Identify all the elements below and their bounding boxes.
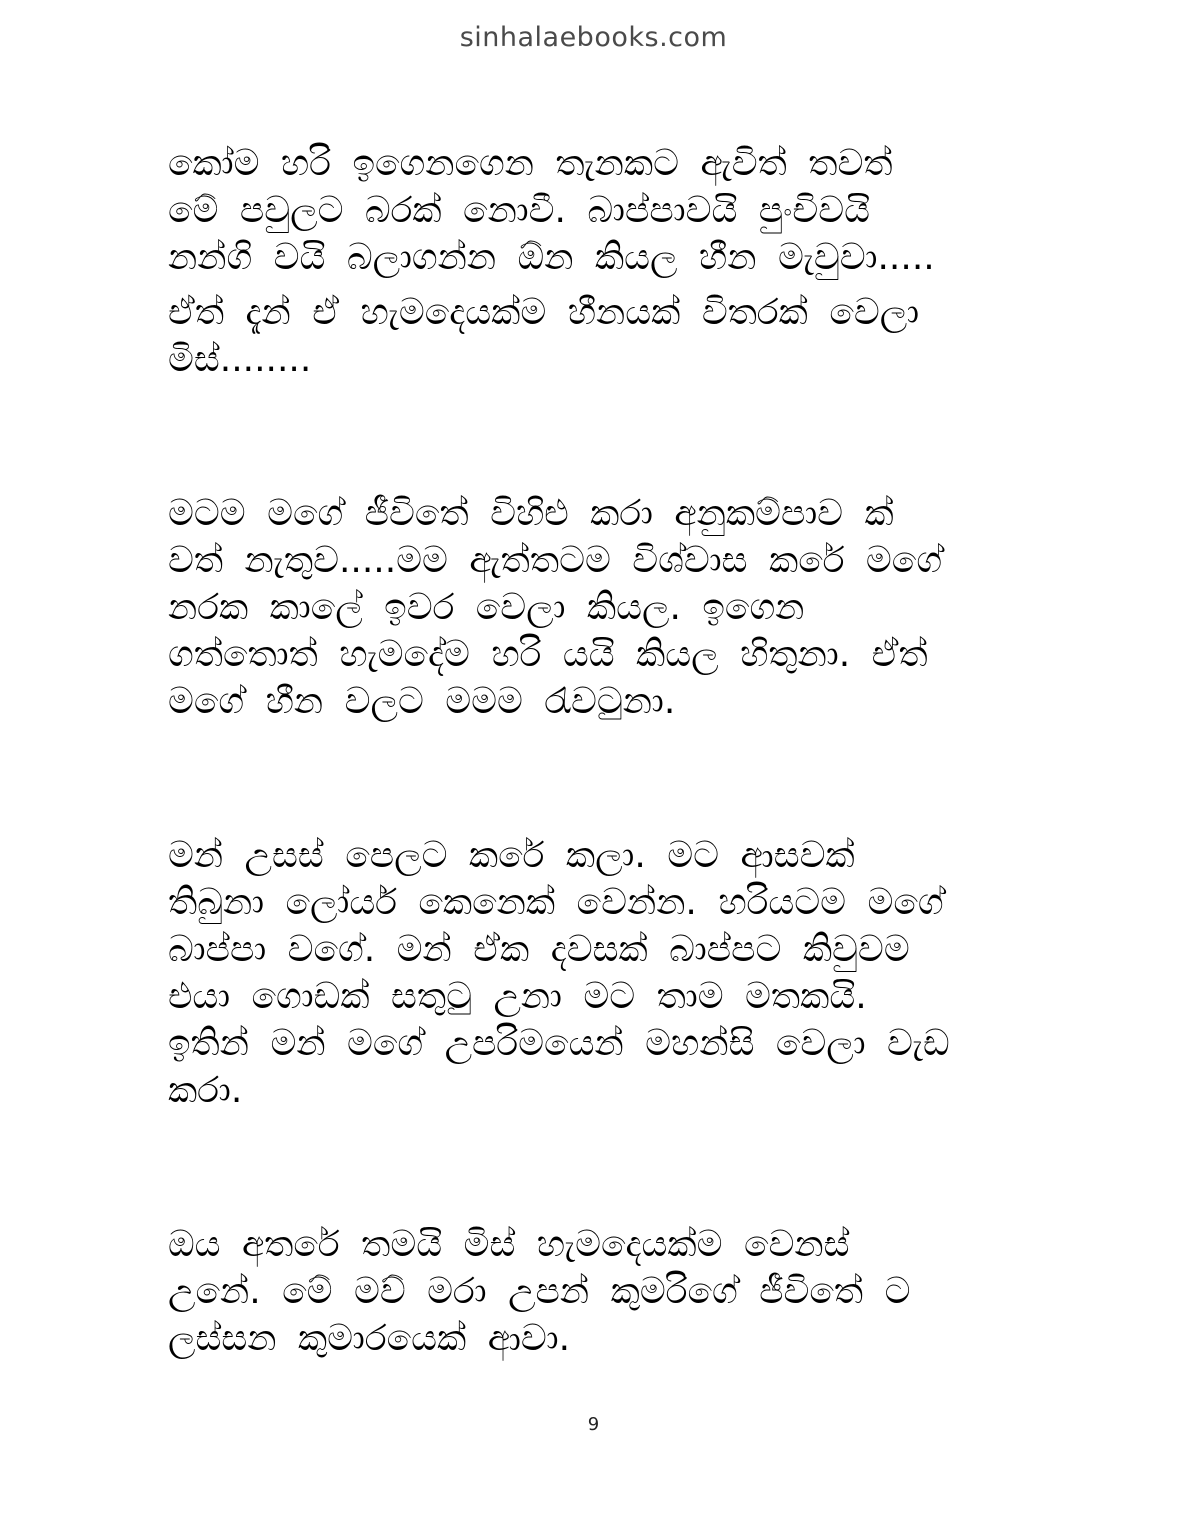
- paragraph-4: [168, 832, 1013, 1114]
- text-line: මිස්........: [168, 339, 312, 380]
- text-line: නරක කාලේ ඉවර වෙලා කියල. ඉගෙන: [168, 587, 805, 628]
- paragraph-gap: [168, 725, 1013, 832]
- text-line: ඒත් දැන් ඒ හැමදෙයක්ම හීනයක් විතරක් වෙලා: [168, 292, 920, 333]
- text-line: ඔය අතරේ තමයි මිස් හැමදෙයක්ම වෙනස්: [168, 1224, 850, 1265]
- site-header: sinhalaebooks.com: [459, 22, 728, 53]
- text-line: උනේ. මේ මව් මරා උපන් කුමරිගේ ජීවිතේ ට: [168, 1271, 911, 1312]
- text-line: නන්ගි වයි බලාගන්න ඕන කියල හීන මැවුවා.....: [168, 237, 935, 278]
- text-line: එයා ගොඩක් සතුටු උනා මට තාම මතකයි.: [168, 976, 867, 1017]
- text-line: කෝම හරි ඉගෙනගෙන තැනකට ඇවිත් තවත්: [168, 143, 893, 184]
- paragraph-1: [168, 140, 1013, 281]
- text-line: ලස්සන කුමාරයෙක් ආවා.: [168, 1318, 571, 1359]
- text-line: මටම මගේ ජීවිතේ විහිළු කරා අනුකම්පාව ක්: [168, 493, 894, 534]
- paragraph-gap: [168, 281, 1013, 289]
- text-line: තිබුනා ලෝයර් කෙනෙක් වෙන්න. හරියටම මගේ: [168, 882, 944, 923]
- page-number: 9: [587, 1414, 600, 1435]
- text-line: ඉතින් මන් මගේ උපරිමයෙන් මහන්සි වෙලා වැඩ: [168, 1023, 950, 1064]
- text-line: කරා.: [168, 1070, 243, 1111]
- paragraph-2: [168, 289, 1013, 383]
- text-line: බාප්පා වගේ. මන් ඒක දවසක් බාප්පට කිවුවම: [168, 929, 910, 970]
- paragraph-gap: [168, 383, 1013, 490]
- paragraph-5: [168, 1221, 1013, 1362]
- page-body: [168, 140, 1013, 1362]
- text-line: මේ පවුලට බරක් නොවී. බාප්පාවයි පුංචිවයි: [168, 190, 870, 231]
- text-line: වත් නැතුව.....මම ඇත්තටම විශ්වාස කරේ මගේ: [168, 540, 943, 581]
- text-line: ගත්තොත් හැමදේම හරි යයි කියල හිතුනා. ඒත්: [168, 634, 928, 675]
- text-line: මගේ හීන වලට මමම රැවටුනා.: [168, 681, 676, 722]
- paragraph-gap: [168, 1114, 1013, 1221]
- paragraph-3: [168, 490, 1013, 725]
- text-line: මන් උසස් පෙලට කරේ කලා. මට ආසවක්: [168, 835, 855, 876]
